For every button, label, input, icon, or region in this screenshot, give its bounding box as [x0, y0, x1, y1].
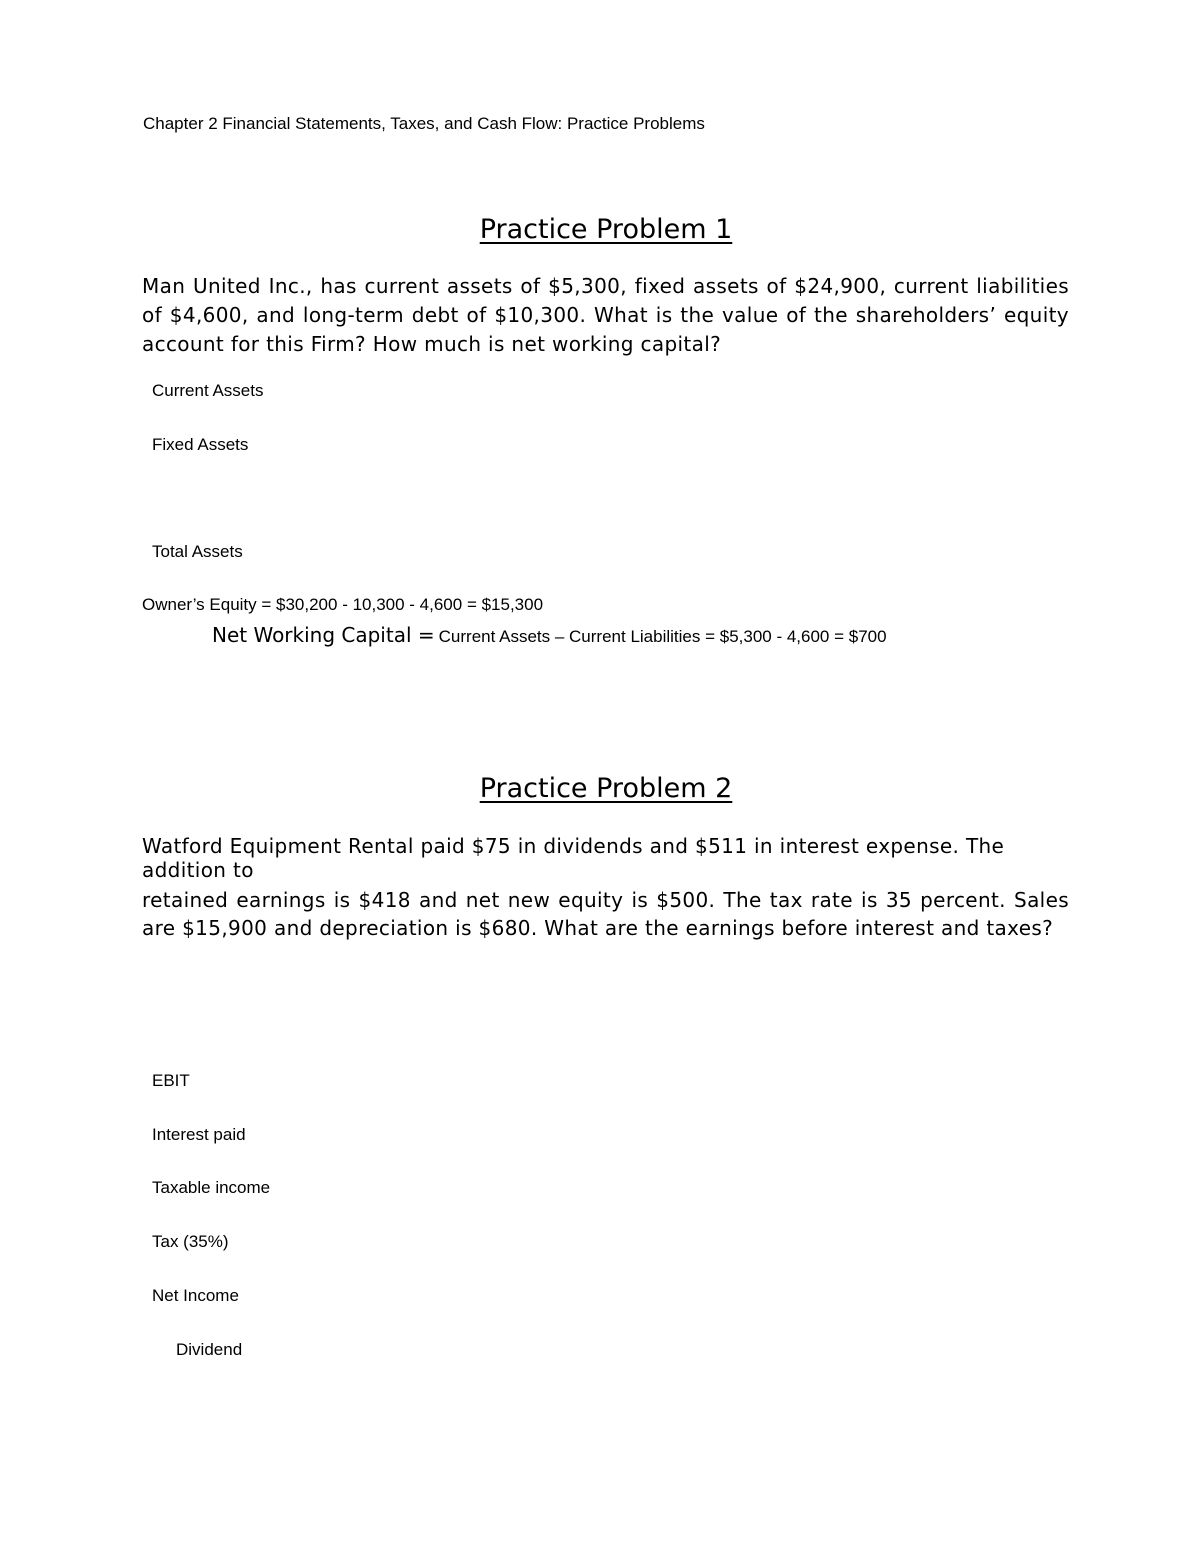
taxable-income-label: Taxable income — [152, 1178, 271, 1197]
owners-equity-calc: Owner’s Equity = $30,200 - 10,300 - 4,600 = $15,300 — [142, 595, 544, 614]
problem1-text: Man United Inc., has current assets of $5,300, fixed assets of $24,900, current liabilities of $4,600, and long-term debt of $10,300. What is the value of the shareholders’ equity account for this Firm? How much is net working capital? — [142, 274, 1069, 356]
nwc-calc: Current Assets – Current Liabilities = $5,300 - 4,600 = $700 — [438, 627, 887, 646]
chapter-title: Chapter 2 Financial Statements, Taxes, and Cash Flow: Practice Problems — [143, 114, 705, 133]
problem2-text-line1: Watford Equipment Rental paid $75 in dividends and $511 in interest expense. The addition to — [142, 834, 1005, 882]
total-assets-label: Total Assets — [152, 542, 243, 561]
fixed-assets-label: Fixed Assets — [152, 435, 249, 454]
problem2-text-line2: retained earnings is $418 and net new equity is $500. The tax rate is 35 percent. Sales are $15,900 and depreciation is $680. What are the earnings before interest and taxes? — [142, 888, 1069, 940]
problem2-heading: Practice Problem 2 — [479, 773, 733, 804]
net-working-capital-line — [212, 623, 887, 647]
interest-paid-label: Interest paid — [152, 1125, 246, 1144]
current-assets-label: Current Assets — [152, 381, 264, 400]
tax-label: Tax (35%) — [152, 1232, 229, 1251]
nwc-label: Net Working Capital = — [212, 623, 435, 647]
dividend-label: Dividend — [176, 1340, 243, 1359]
problem1-heading: Practice Problem 1 — [479, 214, 733, 245]
net-income-label: Net Income — [152, 1286, 239, 1305]
ebit-label: EBIT — [152, 1071, 190, 1090]
